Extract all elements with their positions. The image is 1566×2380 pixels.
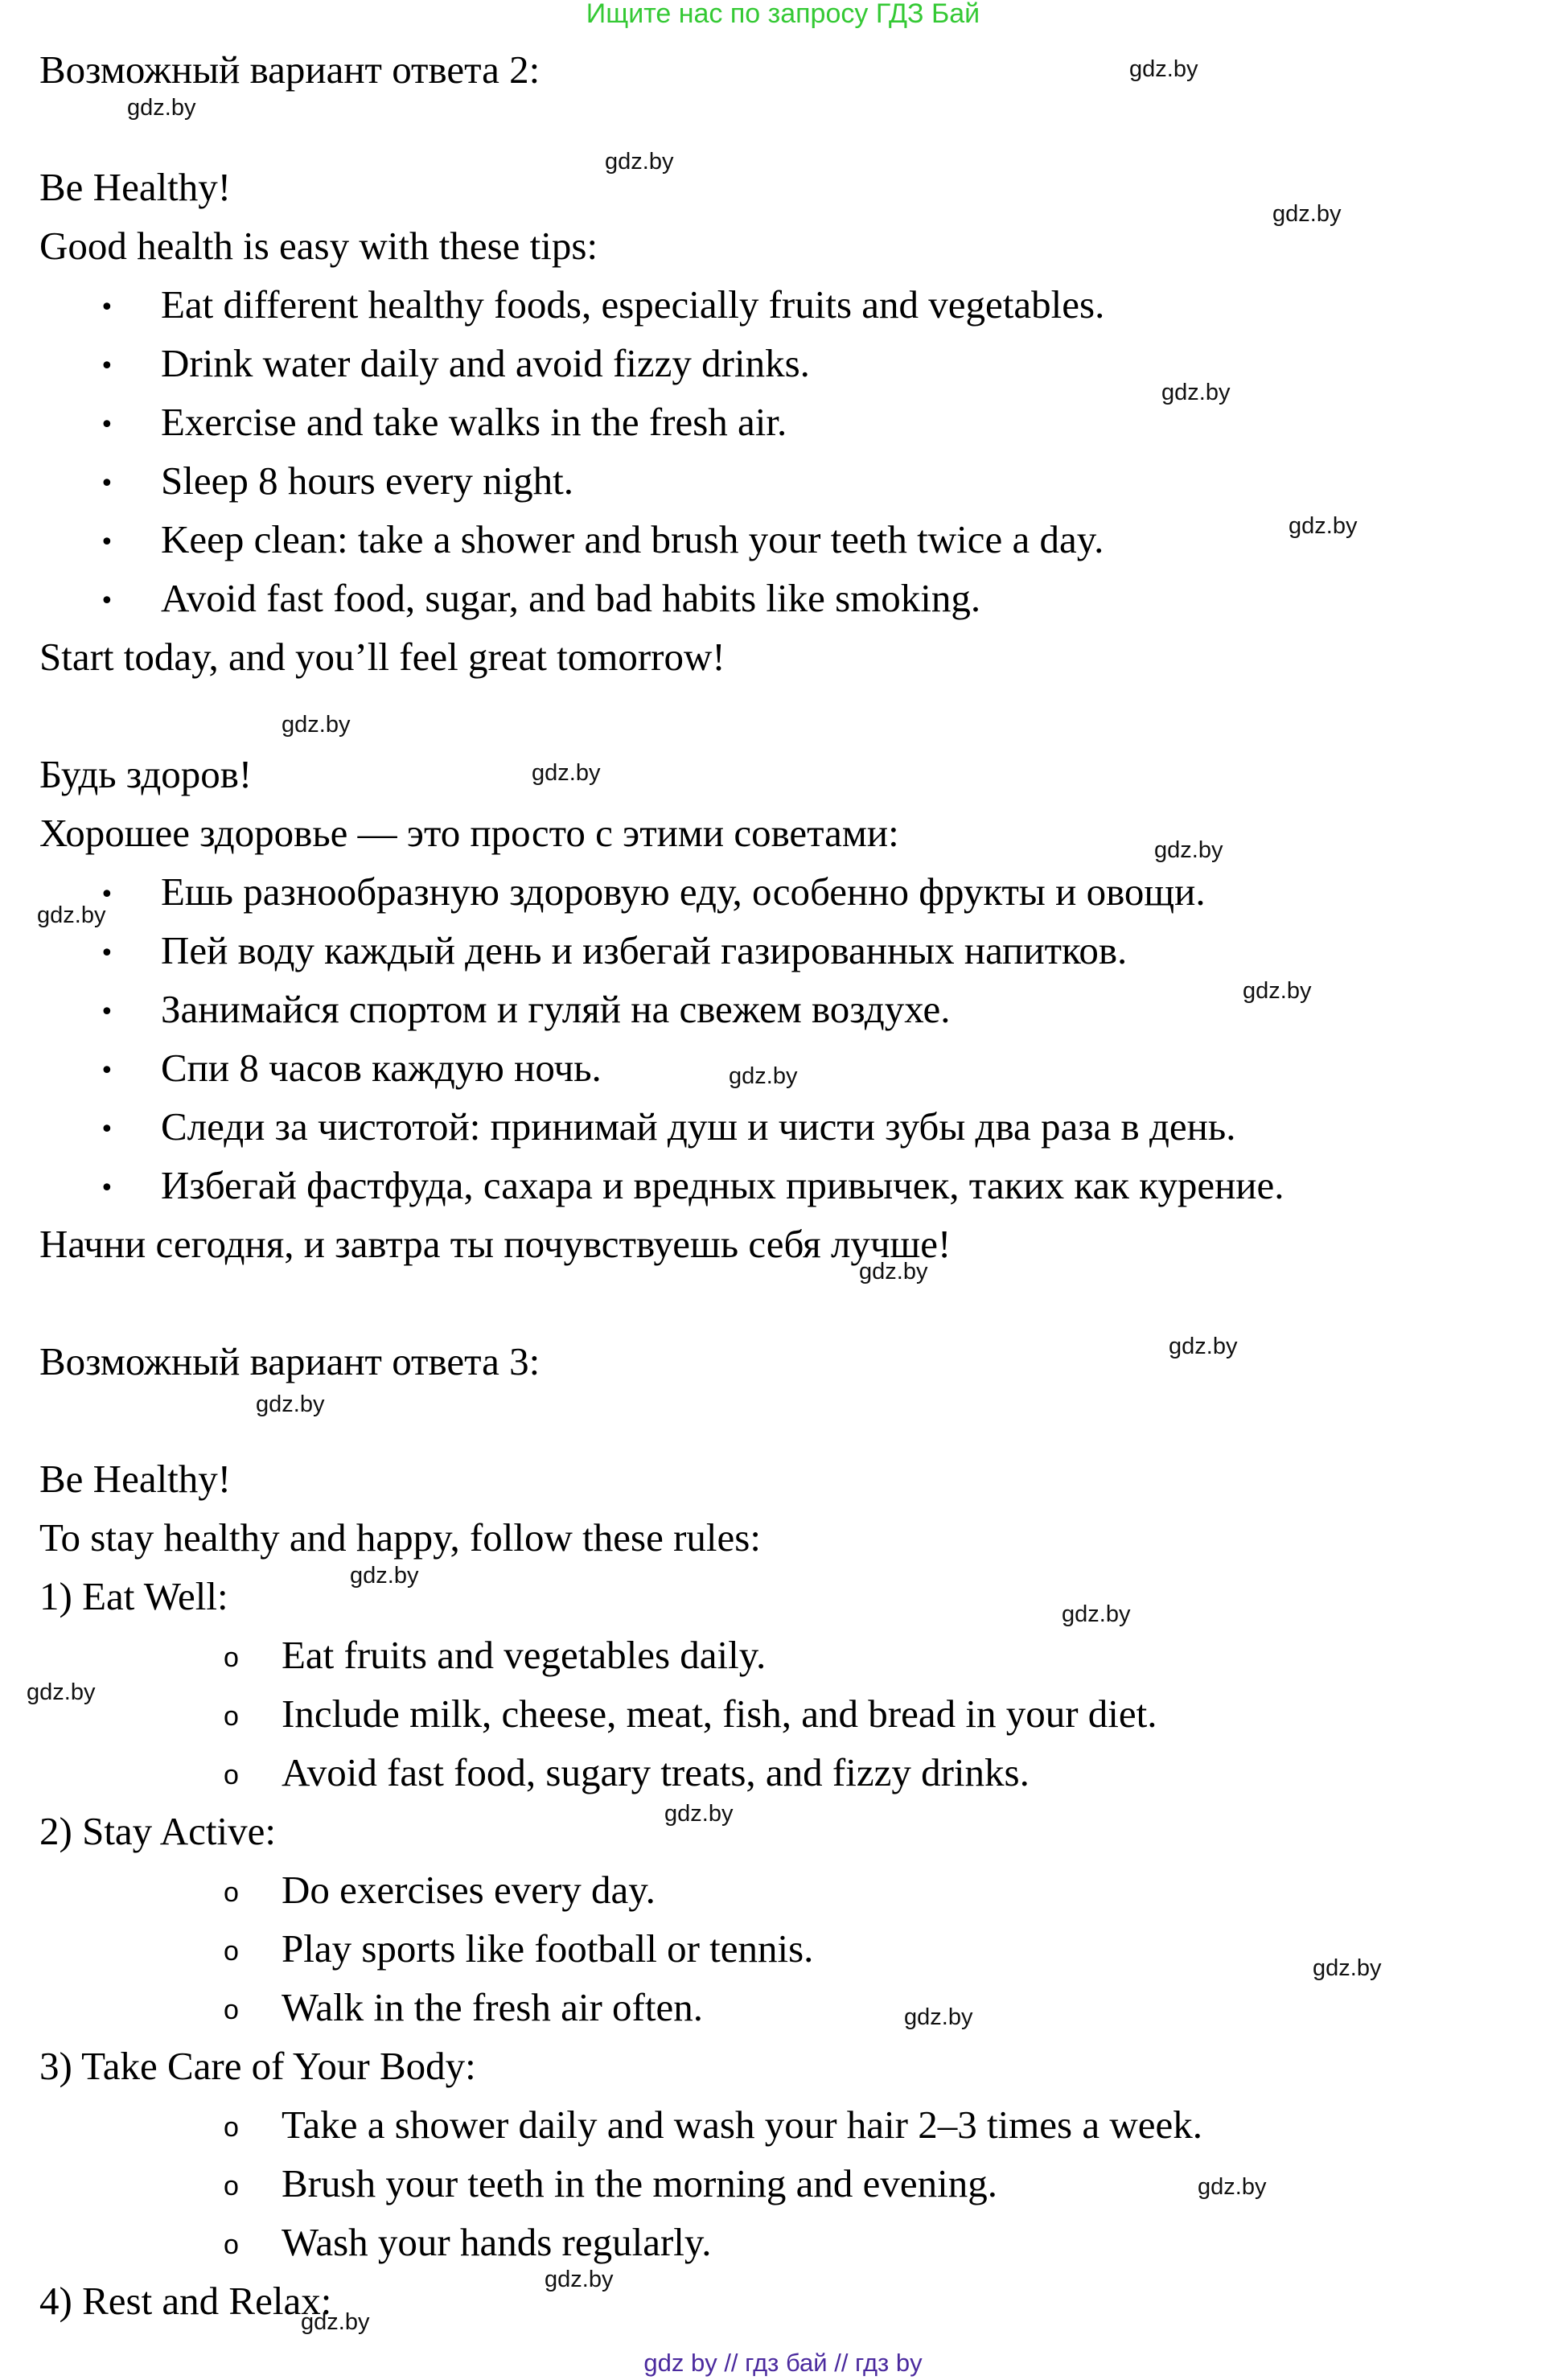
section-title: 1) Eat Well: (39, 1574, 228, 1618)
watermark: gdz.by (1198, 2174, 1267, 2200)
ru-tip: Следи за чистотой: принимай душ и чисти зубы два раза в день. (161, 1104, 1236, 1149)
rule-item: Eat fruits and vegetables daily. (282, 1633, 767, 1677)
rule-item: Walk in the fresh air often. (282, 1985, 703, 2029)
watermark: gdz.by (904, 2004, 973, 2030)
rule-item: Take a shower daily and wash your hair 2–3 times a week. (282, 2103, 1202, 2147)
sub-bullet-icon: o (224, 2171, 239, 2201)
answer-2-ru-outro: Начни сегодня, и завтра ты почувствуешь себя лучше! (39, 1222, 952, 1266)
answer-2-en-title: Be Healthy! (39, 165, 232, 209)
rule-item: Include milk, cheese, meat, fish, and bread in your diet. (282, 1691, 1157, 1736)
en-tip: Sleep 8 hours every night. (161, 458, 574, 503)
answer-2-heading: Возможный вариант ответа 2: (39, 47, 540, 92)
watermark: gdz.by (282, 712, 351, 738)
watermark: gdz.by (545, 2267, 614, 2292)
sub-bullet-icon: o (224, 1877, 239, 1908)
answer-2-ru-intro: Хорошее здоровье — это просто с этими советами: (39, 811, 899, 855)
footer-links: gdz by // гдз бай // гдз by (643, 2349, 923, 2377)
sub-bullet-icon: o (224, 1760, 239, 1790)
bullet-icon: • (100, 998, 114, 1026)
rule-item: Brush your teeth in the morning and evening. (282, 2161, 997, 2205)
en-tip: Avoid fast food, sugar, and bad habits like smoking. (161, 576, 981, 620)
ru-tip: Пей воду каждый день и избегай газированных напитков. (161, 928, 1128, 972)
bullet-icon: • (100, 528, 114, 557)
answer-3-en-intro: To stay healthy and happy, follow these rules: (39, 1515, 761, 1560)
bullet-icon: • (100, 1057, 114, 1085)
ru-tip: Ешь разнообразную здоровую еду, особенно фрукты и овощи. (161, 869, 1206, 914)
watermark: gdz.by (256, 1391, 325, 1417)
sub-bullet-icon: o (224, 2112, 239, 2143)
watermark: gdz.by (532, 760, 601, 786)
watermark: gdz.by (1313, 1955, 1382, 1981)
watermark: gdz.by (301, 2309, 370, 2335)
watermark: gdz.by (1154, 837, 1223, 863)
sub-bullet-icon: o (224, 1936, 239, 1967)
answer-2-en-intro: Good health is easy with these tips: (39, 224, 598, 268)
answer-2-ru-title: Будь здоров! (39, 752, 253, 796)
watermark: gdz.by (1161, 380, 1231, 405)
watermark: gdz.by (37, 902, 106, 928)
en-tip: Eat different healthy foods, especially fruits and vegetables. (161, 282, 1105, 327)
watermark: gdz.by (127, 95, 196, 121)
section-title: 2) Stay Active: (39, 1809, 276, 1853)
bullet-icon: • (100, 587, 114, 615)
watermark: gdz.by (1062, 1601, 1131, 1627)
ru-tip: Занимайся спортом и гуляй на свежем воздухе. (161, 987, 951, 1031)
rule-item: Avoid fast food, sugary treats, and fizzy drinks. (282, 1750, 1030, 1794)
bullet-icon: • (100, 1174, 114, 1202)
answer-2-en-outro: Start today, and you’ll feel great tomorrow! (39, 635, 725, 679)
watermark: gdz.by (350, 1563, 419, 1589)
ru-tip: Спи 8 часов каждую ночь. (161, 1046, 602, 1090)
rule-item: Play sports like football or tennis. (282, 1926, 814, 1971)
watermark: gdz.by (1272, 201, 1342, 227)
section-title: 4) Rest and Relax: (39, 2279, 332, 2323)
watermark: gdz.by (1243, 978, 1312, 1004)
sub-bullet-icon: o (224, 1701, 239, 1732)
bullet-icon: • (100, 352, 114, 380)
bullet-icon: • (100, 1116, 114, 1144)
sub-bullet-icon: o (224, 2230, 239, 2260)
en-tip: Keep clean: take a shower and brush your teeth twice a day. (161, 517, 1104, 561)
watermark: gdz.by (1129, 56, 1198, 82)
sub-bullet-icon: o (224, 1642, 239, 1673)
watermark: gdz.by (859, 1259, 928, 1285)
watermark: gdz.by (1169, 1334, 1238, 1359)
en-tip: Exercise and take walks in the fresh air. (161, 400, 787, 444)
answer-3-en-title: Be Healthy! (39, 1457, 232, 1501)
watermark: gdz.by (664, 1801, 734, 1827)
answer-3-heading: Возможный вариант ответа 3: (39, 1339, 540, 1383)
rule-item: Wash your hands regularly. (282, 2220, 712, 2264)
bullet-icon: • (100, 470, 114, 498)
watermark: gdz.by (27, 1679, 96, 1705)
en-tip: Drink water daily and avoid fizzy drinks. (161, 341, 810, 385)
ru-tip: Избегай фастфуда, сахара и вредных привычек, таких как курение. (161, 1163, 1284, 1207)
bullet-icon: • (100, 939, 114, 968)
rule-item: Do exercises every day. (282, 1868, 656, 1912)
sub-bullet-icon: o (224, 1995, 239, 2025)
search-banner: Ищите нас по запросу ГДЗ Бай (586, 0, 980, 29)
bullet-icon: • (100, 294, 114, 322)
watermark: gdz.by (605, 149, 674, 175)
bullet-icon: • (100, 881, 114, 909)
section-title: 3) Take Care of Your Body: (39, 2044, 476, 2088)
watermark: gdz.by (1289, 513, 1358, 539)
bullet-icon: • (100, 411, 114, 439)
watermark: gdz.by (729, 1063, 798, 1089)
